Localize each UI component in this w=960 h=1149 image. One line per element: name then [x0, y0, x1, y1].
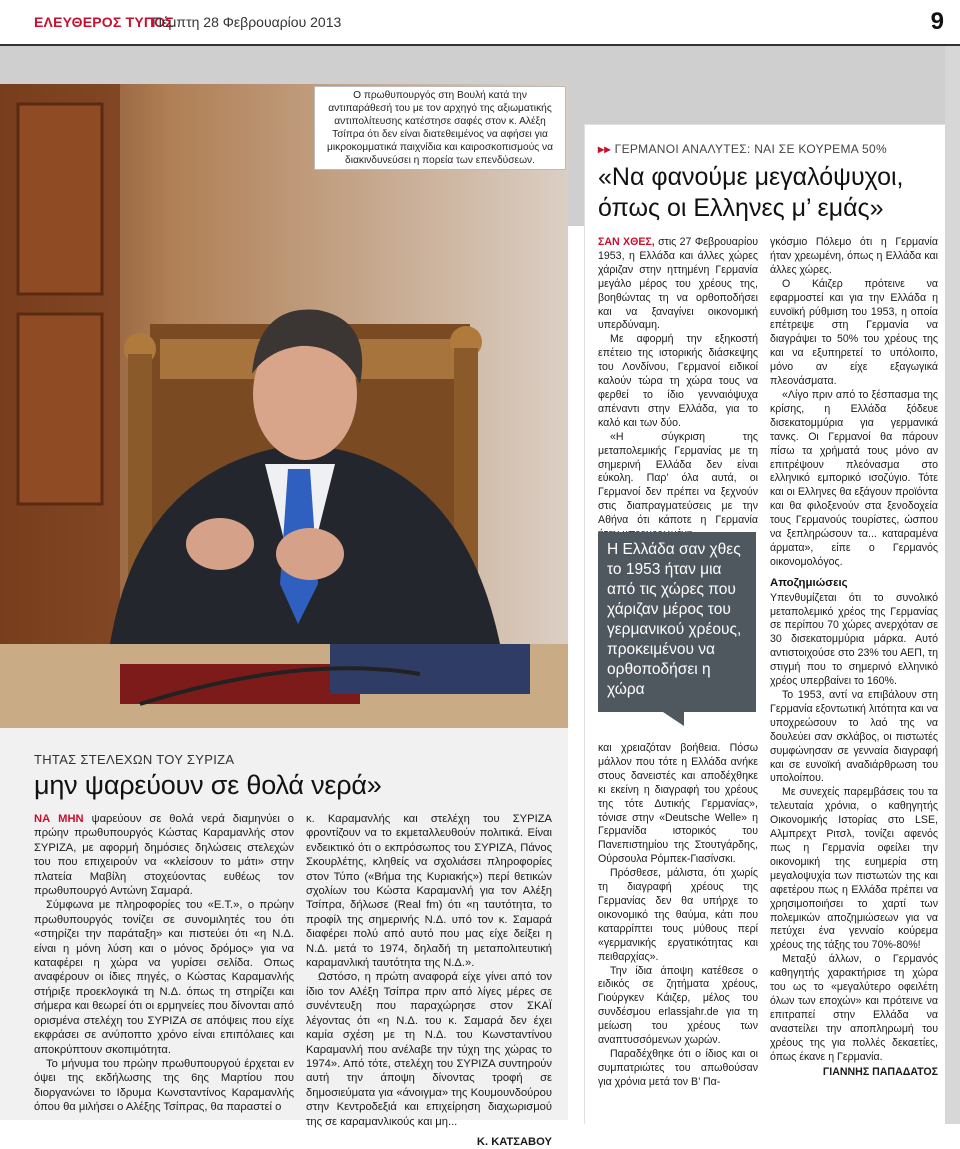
article1-paragraph: Παραδέχθηκε ότι ο ίδιος και οι συμπατριώτες του απωθούσαν για χρόνια μετά τον Β’ Πα-	[598, 1047, 758, 1088]
double-chevron-right-icon: ▸▸	[598, 142, 611, 156]
article1-paragraph: Με αφορμή την εξηκοστή επέτειο της ιστορικής διάσκεψης του Λονδίνου, Γερμανοί ειδικοί καλούν τώρα τη χώρα τους να φερθεί το ίδιο γενναιόψυχα απέναντι στην Ελλάδα, για το καλό και των δύο.	[598, 333, 758, 429]
article1-byline: ΓΙΑΝΝΗΣ ΠΑΠΑΔΑΤΟΣ	[822, 1066, 938, 1079]
pull-quote: Η Ελλάδα σαν χθες το 1953 ήταν μια από τις χώρες που χάριζαν μέρος του γερμανικού χρέους, προκειμένου να ορθοποδήσει η χώρα	[598, 532, 756, 712]
article2-paragraph: Σύμφωνα με πληροφορίες του «Ε.Τ.», ο πρώην πρωθυπουργός τονίζει σε συνομιλητές του ότι «στηρίζει την παράταξη» και πιστεύει ότι «η Ν.Δ. είναι η μόνη λύση και ο μόνος δρόμος» για να καταφέρει η χώρα να γυρίσει σελίδα. Οπως αναφέρουν οι ίδιες πηγές, ο Κώστας Καραμανλής στήριξε προεκλογικά τη Ν.Δ. όπως τη στηρίζει και σήμερα και θεωρεί ότι οι ερμηνείες που δίνονται από ορισμένα στελέχη του ΣΥΡΙΖΑ σε απόψεις που είχε εκφράσει σε ανύποπτο χρόνο είναι επιπόλαιες και αποκρύπτουν σκοπιμότητα.	[34, 899, 294, 1056]
article1-column-1	[598, 236, 758, 542]
article1-paragraph: Ο Κάιζερ πρότεινε να εφαρμοστεί και για την Ελλάδα η ευνοϊκή ρύθμιση του 1953, η οποία επέτρεψε στη Γερμανία να διαγράψει το 50% του χρέους της και να εξυπηρετεί το υπόλοιπο, μόνο αν είχε εξαγωγικά πλεονάσματα.	[770, 277, 938, 388]
article1-column-1-continued	[598, 742, 758, 1090]
article2-column-1	[34, 812, 294, 1115]
article1-paragraph: Με συνεχείς παρεμβάσεις του τα τελευταία χρόνια, ο καθηγητής Οικονομικής Ιστορίας στο LSE, Αλμπρεχτ Ριτσλ, τονίζει αφενός πως η Γερμανία οφείλει την οικονομική της ευημερία στη μεγαλοψυχία των πιστωτών της και αφετέρου πως η Ελλάδα πρέπει να χρησιμοποιήσει το χαρτί των πολεμικών αποζημιώσεων για να πετύχει ένα γενναίο κούρεμα χρέους της τάξης του 70%-80%!	[770, 786, 938, 952]
article1-paragraph: Υπενθυμίζεται ότι το συνολικό μεταπολεμικό χρέος της Γερμανίας σε περίπου 70 χώρες ανερχόταν σε 30 δισεκατομμύρια μάρκα. Αυτό αντιστοιχούσε στο 23% του ΑΕΠ, τη στιγμή που το σημερινό ελληνικό χρέος υπερβαίνει το 160%.	[770, 591, 938, 688]
right-gray-strip	[945, 46, 960, 1124]
lead-in: ΣΑΝ ΧΘΕΣ,	[598, 236, 655, 248]
article1-paragraph: ΣΑΝ ΧΘΕΣ, στις 27 Φεβρουαρίου 1953, η Ελλάδα και άλλες χώρες χάριζαν στην ηττημένη Γερμανία μεγάλο μέρος του χρέους της, βοηθώντας τη να ορθοποδήσει και να ξαναγίνει οικονομική υπερδύναμη.	[598, 236, 758, 332]
parliament-photo	[0, 84, 568, 728]
newspaper-name: ΕΛΕΥΘΕΡΟΣ ΤΥΠΟΣ	[34, 14, 174, 30]
article1-paragraph: Το 1953, αντί να επιβάλουν στη Γερμανία εξοντωτική λιτότητα και να υποχρεώσουν το λαό της να δουλεύει σαν σκλάβος, οι πιστωτές συμφώνησαν σε γενναία διαγραφή και σε ευνοϊκή αναδιάρθρωση του υπολοίπου.	[770, 689, 938, 785]
article1-paragraph: και χρειαζόταν βοήθεια. Πόσω μάλλον που τότε η Ελλάδα ανήκε στους δανειστές και αποδέχθηκε κι εκείνη η διαγραφή του χρέους της τότε Δυτικής Γερμανίας», τόνισε στην «Deutsche Welle» η Γερμανίδα ιστορικός του Πανεπιστημίου της Στουτγάρδης, Ούρσουλα Ρόμπεκ-Γιασίνσκι.	[598, 742, 758, 866]
article2-paragraph: Το μήνυμα του πρώην πρωθυπουργού έρχεται εν όψει της εκδήλωσης της 6ης Μαρτίου που διοργανώνει το Ιδρυμα Κωνσταντίνος Καραμανλής όπου θα μιλήσει ο Αλέξης Τσίπρας, θα παραστεί ο	[34, 1057, 294, 1114]
article1-paragraph: γκόσμιο Πόλεμο ότι η Γερμανία ήταν χρεωμένη, όπως η Ελλάδα και άλλες χώρες.	[770, 236, 938, 276]
article2-kicker: ΤΗΤΑΣ ΣΤΕΛΕΧΩΝ ΤΟΥ ΣΥΡΙΖΑ	[34, 752, 235, 767]
article1-paragraph: Μεταξύ άλλων, ο Γερμανός καθηγητής χαρακτήρισε τη χώρα του ως το «μεγαλύτερο οφειλέτη όλων των εποχών» και πρότεινε να επιτραπεί στην Ελλάδα να αναστείλει την αποπληρωμή του χρέους της για πολλές δεκαετίες, όπως έκανε η Γερμανία.	[770, 953, 938, 1063]
article1-paragraph: Την ίδια άποψη κατέθεσε ο ειδικός σε ζητήματα χρέους, Γιούργκεν Κάιζερ, μέλος του συνδέσμου erlassjahr.de για τη μείωση του χρέους των αναπτυσσόμενων χωρών.	[598, 964, 758, 1047]
article1-column-2	[770, 236, 938, 1080]
issue-date: Πέμπτη 28 Φεβρουαρίου 2013	[152, 14, 342, 30]
article2-headline: μην ψαρεύουν σε θολά νερά»	[34, 770, 382, 800]
article2-paragraph: ΝΑ ΜΗΝ ψαρεύουν σε θολά νερά διαμηνύει ο πρώην πρωθυπουργός Κώστας Καραμανλής στον ΣΥΡΙΖΑ, με αφορμή δημόσιες δηλώσεις στελεχών του που επιχειρούν να «κλείσουν το μάτι» στην πλατεία Μαβίλη στοχεύοντας ευθέως τον πρωθυπουργό Αντώνη Σαμαρά.	[34, 813, 295, 898]
lead-in: ΝΑ ΜΗΝ	[34, 813, 84, 825]
article2-paragraph: κ. Καραμανλής και στελέχη του ΣΥΡΙΖΑ φροντίζουν να το εκμεταλλευθούν πολιτικά. Είναι ενδεικτικό ότι ο εκπρόσωπος του ΣΥΡΙΖΑ, Πάνος Σκουρλέτης, κληθείς να σχολιάσει πληροφορίες στον Τύπο («Βήμα της Κυριακής») περί θετικών σχολίων του Κώστα Καραμανλή για τον Αλέξη Τσίπρα, δήλωσε (Real fm) ότι «η ταυτότητα, το προφίλ της σημερινής Ν.Δ. υπό τον κ. Σαμαρά διαφέρει πολύ από αυτό που μας είχε δείξει η Ν.Δ. μετά το 1974, δηλαδή τη μεταπολιτευτική καραμανλική ταυτότητα της Ν.Δ.».	[306, 813, 552, 970]
article1-subheading: Αποζημιώσεις	[770, 576, 848, 589]
article2-paragraph: Ωστόσο, η πρώτη αναφορά είχε γίνει από τον ίδιο τον Αλέξη Τσίπρα πριν από λίγες μέρες σε συνέντευξη που παραχώρησε στον ΣΚΑΪ λέγοντας ότι «η Ν.Δ. του κ. Σαμαρά δεν έχει καμία σχέση με τη Ν.Δ. του Κωνσταντίνου Καραμανλή που ανέλαβε την τύχη της χώρας το 1974». Από τότε, στελέχη του ΣΥΡΙΖΑ συντηρούν αυτή την άποψη δίνοντας τροφή σε δημοσιεύματα για «άνοιγμα» της Κουμουνδούρου στην Κεντροδεξιά και επιχείρηση διαχωρισμού της σε καραμανλικούς και μη...	[306, 971, 552, 1128]
article1-paragraph: Πρόσθεσε, μάλιστα, ότι χωρίς τη διαγραφή χρέους της Γερμανίας δεν θα υπήρχε το οικονομικό της θαύμα, κάτι που καταρρίπτει τους μύθους περί «γερμανικής εργατικότητας και πειθαρχίας».	[598, 867, 758, 963]
article2-column-2	[306, 812, 552, 1149]
article2-byline: Κ. ΚΑΤΣΑΒΟΥ	[476, 1135, 552, 1148]
article1-headline: «Να φανούμε μεγαλόψυχοι, όπως οι Ελληνες μ’ εμάς»	[598, 163, 904, 222]
pull-quote-tail	[660, 710, 684, 726]
article1-paragraph: «Η σύγκριση της μεταπολεμικής Γερμανίας με τη σημερινή Ελλάδα δεν είναι εύκολη. Παρ’ όλα αυτά, οι Γερμανοί δεν πρέπει να ξεχνούν στις διαπραγματεύσεις με την Αθήνα ότι κάποτε η Γερμανία	[598, 430, 758, 527]
article1-kicker: ▸▸ ΓΕΡΜΑΝΟΙ ΑΝΑΛΥΤΕΣ: ΝΑΙ ΣΕ ΚΟΥΡΕΜΑ 50%	[598, 142, 887, 156]
article1-paragraph: «Λίγο πριν από το ξέσπασμα της κρίσης, η Ελλάδα ξόδευε δισεκατομμύρια για γερμανικά τανκς. Οι Γερμανοί θα πάρουν πίσω τα χρήματά τους μόνο αν επιτρέψουν πλεόνασμα στο ελληνικό εμπορικό ισοζύγιο. Τότε και οι Ελληνες θα εξάγουν προϊόντα και θα φιλοξενούν στα ξενοδοχεία τους Γερμανούς τουρίστες, ώσπου να ξεπληρώσουν τα... καταραμένα άρματα», είπε ο Γερμανός οικονομολόγος.	[770, 388, 938, 568]
photo-caption: Ο πρωθυπουργός στη Βουλή κατά την αντιπαράθεσή του με τον αρχηγό της αξιωματικής αντιπολίτευσης κατέστησε σαφές στον κ. Αλέξη Τσίπρα ότι δεν είναι διατεθειμένος να αφήσει για μικροκομματικά παιχνίδια και καιροσκοπισμούς να διακινδυνεύσει η πορεία των επενδύσεων.	[314, 86, 566, 170]
page-number: 9	[930, 8, 944, 35]
